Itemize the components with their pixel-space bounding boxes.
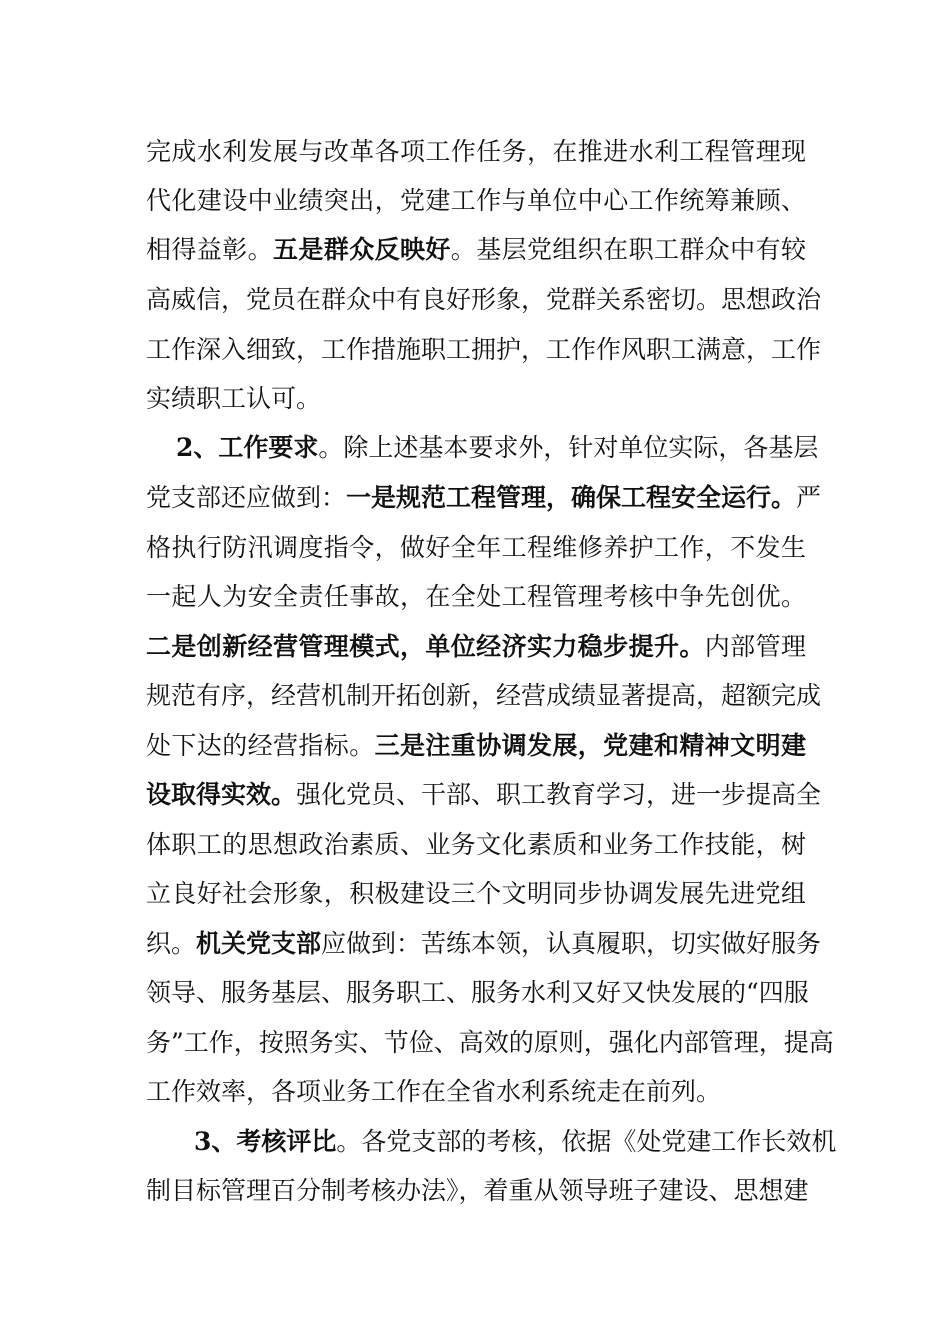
- text-run: 内部管理: [704, 632, 806, 661]
- text-run: 处下达的经营指标。: [146, 731, 375, 760]
- text-line: [146, 869, 806, 919]
- text-line: [146, 1067, 806, 1117]
- text-line: [146, 325, 822, 375]
- bold-heading: 二是创新经营管理模式，单位经济实力稳步提升。: [146, 632, 705, 661]
- text-run: 相得益彰。: [146, 235, 273, 264]
- text-run: 格执行防汛调度指令，做好全年工程维修养护工作，不发生: [146, 533, 806, 562]
- bold-heading: 三是注重协调发展，党建和精神文明建: [374, 731, 806, 760]
- text-line: [146, 1166, 809, 1216]
- text-line: [146, 622, 806, 672]
- text-run: 严: [796, 483, 822, 512]
- text-line: [146, 374, 806, 424]
- text-run: 工作效率，各项业务工作在全省水利系统走在前列。: [146, 1077, 722, 1106]
- text-run: 。除上述基本要求外，针对单位实际，各基层: [318, 433, 819, 462]
- text-line: [146, 176, 806, 226]
- text-line: [146, 127, 806, 177]
- text-run: 。各党支部的考核，依据《处党建工作长效机: [336, 1127, 837, 1156]
- text-run: 立良好社会形象，积极建设三个文明同步协调发展先进党组: [146, 879, 806, 908]
- section-heading: 3、考核评比: [194, 1127, 337, 1156]
- text-line: [146, 968, 809, 1018]
- text-run: 应做到：苦练本领，认真履职，切实做好服务: [321, 929, 822, 958]
- bold-heading: 一是规范工程管理，确保工程安全运行。: [346, 483, 797, 512]
- text-line: [146, 671, 822, 721]
- bold-heading: 五是群众反映好: [273, 235, 451, 264]
- text-run: 织。: [146, 929, 197, 958]
- text-run: 工作深入细致，工作措施职工拥护，工作作风职工满意，工作: [146, 335, 822, 364]
- text-run: 实绩职工认可。: [146, 384, 322, 413]
- text-run: 一起人为安全责任事故，在全处工程管理考核中争先创优。: [146, 582, 806, 611]
- text-line: [176, 423, 819, 473]
- text-run: 领导、服务基层、服务职工、服务水利又好又快发展的“四服: [146, 978, 809, 1007]
- text-run: 代化建设中业绩突出，党建工作与单位中心工作统筹兼顾、: [146, 186, 806, 215]
- text-run: 强化党员、干部、职工教育学习，进一步提高全: [296, 780, 822, 809]
- text-line: [146, 473, 822, 523]
- text-run: 。基层党组织在职工群众中有较: [450, 235, 806, 264]
- text-run: 务”工作，按照务实、节俭、高效的原则，强化内部管理，提高: [146, 1028, 834, 1057]
- text-line: [146, 1018, 834, 1068]
- text-line: [146, 275, 822, 325]
- text-line: [146, 721, 806, 771]
- text-line: [146, 770, 822, 820]
- section-heading: 2、工作要求: [176, 433, 319, 462]
- bold-heading: 机关党支部: [196, 929, 322, 958]
- text-run: 制目标管理百分制考核办法》，着重从领导班子建设、思想建: [146, 1176, 809, 1205]
- text-run: 完成水利发展与改革各项工作任务，在推进水利工程管理现: [146, 137, 806, 166]
- text-line: [146, 919, 822, 969]
- text-line: [194, 1117, 837, 1167]
- text-line: [146, 523, 806, 573]
- text-line: [146, 572, 806, 622]
- bold-heading: 设取得实效。: [146, 780, 297, 809]
- text-run: 党支部还应做到：: [146, 483, 347, 512]
- text-run: 高威信，党员在群众中有良好形象，党群关系密切。思想政治: [146, 285, 822, 314]
- text-run: 体职工的思想政治素质、业务文化素质和业务工作技能，树: [146, 830, 806, 859]
- text-line: [146, 820, 806, 870]
- text-run: 规范有序，经营机制开拓创新，经营成绩显著提高，超额完成: [146, 681, 822, 710]
- text-line: [146, 225, 806, 275]
